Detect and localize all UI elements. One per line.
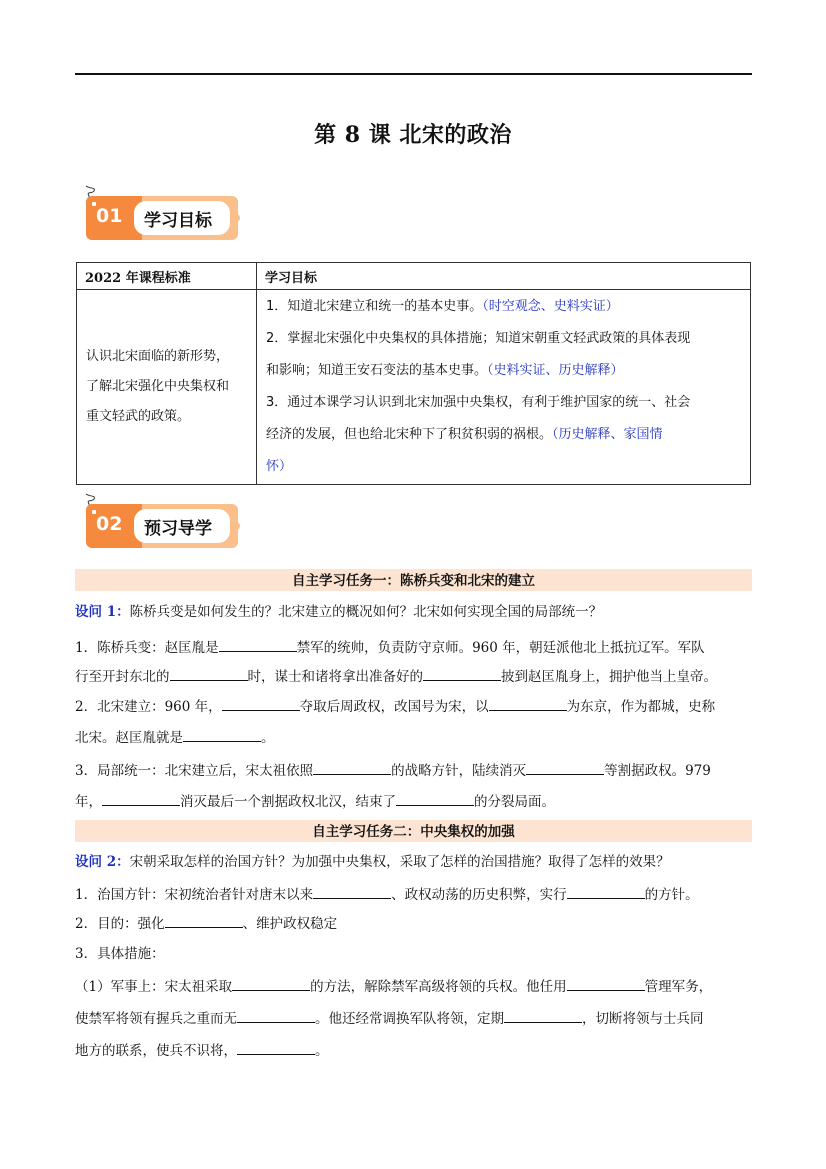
line-text: 使禁军将领有握兵之重而无 (75, 1011, 237, 1027)
header-rule (75, 73, 752, 75)
answer-blank[interactable] (170, 666, 248, 681)
answer-blank[interactable] (489, 696, 567, 711)
section-label: 学习目标 (144, 211, 212, 231)
goal-text: 1．知道北宋建立和统一的基本史事。 (266, 299, 483, 314)
line-text: 的战略方针，陆续消灭 (391, 763, 527, 779)
line-text: 。他还经常调换军队将领，定期 (315, 1011, 504, 1027)
standard-line: 认识北宋面临的新形势， (86, 349, 230, 364)
standard-line: 了解北宋强化中央集权和 (86, 379, 230, 394)
line-text: 3．局部统一：北宋建立后，宋太祖依照 (75, 763, 314, 779)
section-badge-01 (86, 196, 238, 240)
fill-in-line (75, 944, 755, 964)
section-number: 02 (96, 513, 123, 535)
goal-text: 3．通过本课学习认识到北宋加强中央集权，有利于维护国家的统一、社会 (266, 395, 691, 410)
line-text: 时，谋士和诸将拿出准备好的 (247, 669, 423, 685)
badge-notch (232, 214, 240, 222)
question-label: 设问 1： (75, 604, 130, 620)
goal-text: 和影响；知道王安石变法的基本史事。 (266, 363, 488, 378)
line-text: 的方法，解除禁军高级将领的兵权。他任用 (310, 979, 567, 995)
line-text: 1．陈桥兵变：赵匡胤是 (75, 640, 219, 656)
task1-title: 自主学习任务一：陈桥兵变和北宋的建立 (75, 569, 752, 591)
fill-in-line (75, 727, 755, 748)
line-text: 管理军务， (644, 979, 713, 995)
line-text: 的方针。 (644, 887, 699, 903)
goal-tag: （时空观念、史料实证） (482, 299, 619, 314)
answer-blank[interactable] (237, 1040, 315, 1055)
answer-blank[interactable] (183, 727, 261, 742)
fill-in-line (75, 976, 755, 997)
answer-blank[interactable] (222, 696, 300, 711)
question-text: 宋朝采取怎样的治国方针？为加强中央集权，采取了怎样的治国措施？取得了怎样的效果？ (129, 854, 670, 870)
goal-item (266, 323, 741, 355)
answer-blank[interactable] (396, 791, 474, 806)
answer-blank[interactable] (219, 637, 297, 652)
line-text: 北宋。赵匡胤就是 (75, 730, 183, 746)
line-text: 消灭最后一个割据政权北汉，结束了 (180, 794, 396, 810)
answer-blank[interactable] (313, 760, 391, 775)
question-text: 陈桥兵变是如何发生的？北宋建立的概况如何？北宋如何实现全国的局部统一？ (129, 604, 603, 620)
line-text: 。 (315, 1043, 329, 1059)
page-title: 第 8 课 北宋的政治 (314, 122, 512, 148)
answer-blank[interactable] (237, 1008, 315, 1023)
line-text: 的分裂局面。 (474, 794, 555, 810)
answer-blank[interactable] (504, 1008, 582, 1023)
answer-blank[interactable] (423, 666, 501, 681)
fill-in-line (75, 1008, 755, 1029)
goal-tag: 怀） (266, 459, 293, 474)
fill-in-line (75, 637, 755, 658)
goal-text: 2．掌握北宋强化中央集权的具体措施；知道宋朝重文轻武政策的具体表现 (266, 331, 691, 346)
goal-tag: （历史解释、家国情 (552, 427, 663, 442)
line-text: 为东京，作为都城，史称 (566, 699, 716, 715)
answer-blank[interactable] (567, 976, 645, 991)
line-text: 2．目的：强化 (75, 916, 165, 932)
fill-in-line (75, 1040, 755, 1061)
fill-in-line (75, 884, 755, 905)
line-text: 1．治国方针：宋初统治者针对唐末以来 (75, 887, 314, 903)
fill-in-line (75, 666, 755, 687)
task2-title: 自主学习任务二：中央集权的加强 (75, 820, 752, 842)
line-text: 等割据政权。979 (604, 763, 711, 779)
goals-cell (257, 290, 751, 485)
answer-blank[interactable] (232, 976, 310, 991)
line-text: 披到赵匡胤身上，拥护他当上皇帝。 (501, 669, 717, 685)
line-text: （1）军事上：宋太祖采取 (75, 979, 233, 995)
line-text: 地方的联系，使兵不识将， (75, 1043, 237, 1059)
goal-item (266, 387, 741, 419)
learning-goals-table (76, 262, 751, 485)
answer-blank[interactable] (102, 791, 180, 806)
header-standard: 2022 年课程标准 (77, 263, 257, 290)
goal-item (266, 291, 741, 323)
task1-question (75, 602, 602, 622)
goal-tag: （史料实证、历史解释） (487, 363, 624, 378)
line-text: 、政权动荡的历史积弊，实行 (391, 887, 567, 903)
table-header-row (77, 263, 751, 290)
standard-line: 重文轻武的政策。 (86, 409, 191, 424)
task2-question (75, 852, 670, 872)
line-text: 3．具体措施： (75, 946, 165, 962)
line-text: 夺取后周政权，改国号为宋，以 (299, 699, 489, 715)
line-text: 行至开封东北的 (75, 669, 170, 685)
line-text: 。 (261, 730, 275, 746)
header-goals: 学习目标 (257, 263, 751, 290)
goal-item-cont (266, 419, 741, 451)
question-label: 设问 2： (75, 854, 130, 870)
line-text: 禁军的统帅，负责防守京师。960 年，朝廷派他北上抵抗辽军。军队 (296, 640, 705, 656)
line-text: 年， (75, 794, 102, 810)
fill-in-line (75, 791, 755, 812)
goal-item-cont (266, 355, 741, 387)
badge-notch (232, 522, 240, 530)
standard-cell (77, 290, 257, 485)
line-text: ，切断将领与士兵同 (582, 1011, 704, 1027)
fill-in-line (75, 760, 755, 781)
line-text: 2．北宋建立：960 年， (75, 699, 222, 715)
fill-in-line (75, 913, 755, 934)
fill-in-line (75, 696, 755, 717)
answer-blank[interactable] (165, 913, 243, 928)
section-badge-02 (86, 504, 238, 548)
answer-blank[interactable] (313, 884, 391, 899)
table-row (77, 290, 751, 485)
answer-blank[interactable] (567, 884, 645, 899)
goal-item-cont (266, 451, 741, 483)
line-text: 、维护政权稳定 (242, 916, 338, 932)
section-number: 01 (96, 205, 123, 227)
goal-text: 经济的发展，但也给北宋种下了积贫积弱的祸根。 (266, 427, 553, 442)
answer-blank[interactable] (526, 760, 604, 775)
section-label: 预习导学 (144, 519, 212, 539)
